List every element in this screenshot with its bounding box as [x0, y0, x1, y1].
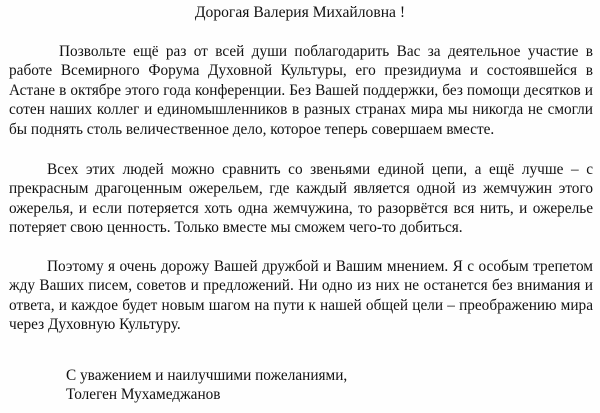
letter-greeting: Дорогая Валерия Михайловна !	[194, 4, 406, 21]
letter-paragraph-1: Позвольте ещё раз от всей души поблагодарить Вас за деятельное участие в работе Всемирного Форума Духовной Культуры, его президиума и состоявшейся в Астане в октябре этого года конференции. Без Вашей поддержки, без помощи десятков и сотен наших коллег и единомышленников в разных странах мира мы никогда не смогли бы поднять столь величественное дело, которое теперь совершаем вместе.	[9, 43, 593, 138]
letter-closing-block	[66, 366, 586, 405]
letter-paragraph-3: Поэтому я очень дорожу Вашей дружбой и Вашим мнением. Я с особым трепетом жду Ваших писем, советов и предложений. Ни одно из них не останется без внимания и ответа, и каждое будет новым шагом на пути к нашей общей цели – преображению мира через Духовную Культуру.	[9, 258, 593, 334]
letter-closing: С уважением и наилучшими пожеланиями,	[66, 367, 348, 384]
letter-paragraph-2: Всех этих людей можно сравнить со звеньями единой цепи, а ещё лучше – с прекрасным драгоценным ожерельем, где каждый является одной из жемчужин этого ожерелья, и если потеряется хоть одна жемчужина, то разорвётся вся нить, и ожерелье потеряет свою ценность. Только вместе мы сможем чего-то добиться.	[9, 161, 593, 237]
letter-signature: Толеген Мухамеджанов	[66, 386, 221, 404]
